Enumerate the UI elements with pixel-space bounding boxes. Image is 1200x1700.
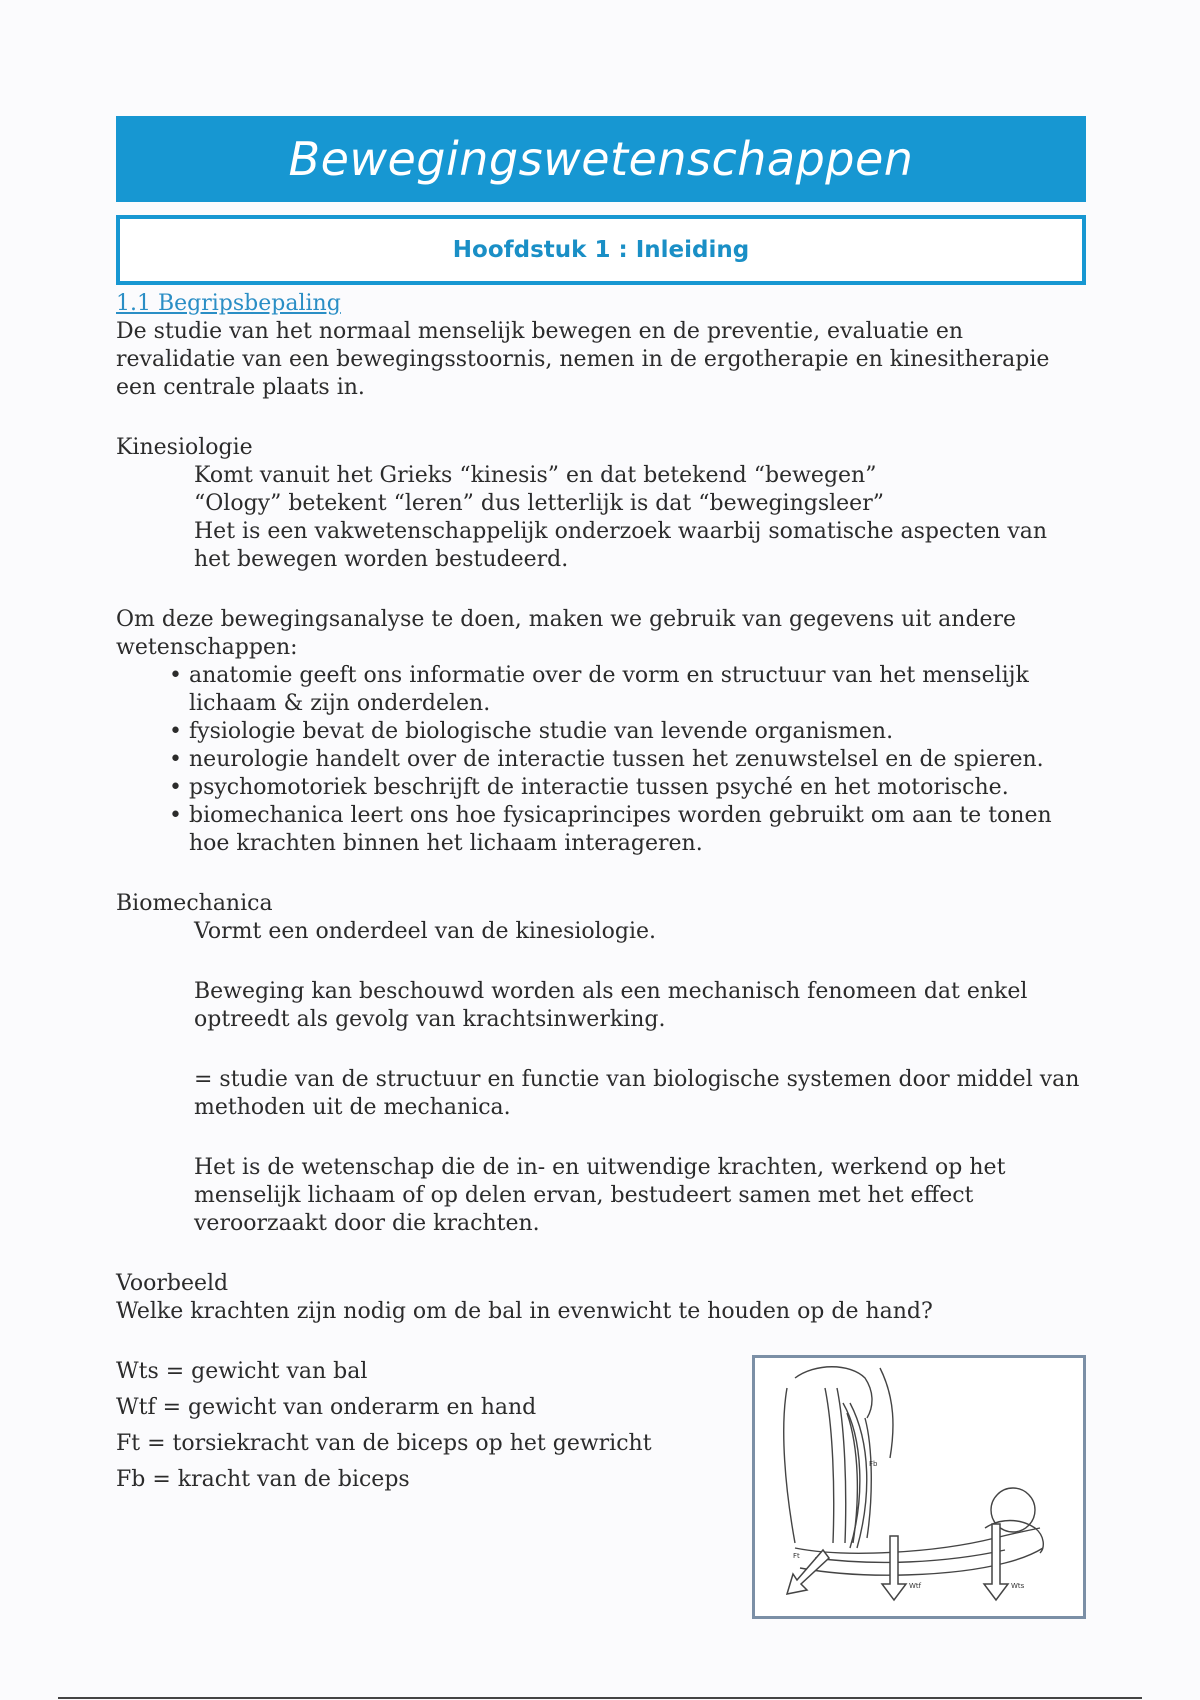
chapter-title: Hoofdstuk 1 : Inleiding <box>452 237 750 263</box>
document-title: Bewegingswetenschappen <box>288 132 914 186</box>
example-question: Welke krachten zijn nodig om de bal in evenwicht te houden op de hand? <box>116 1299 933 1324</box>
wts-label: Wts <box>1011 1582 1025 1590</box>
chest-line <box>880 1368 893 1458</box>
wtf-label: Wtf <box>909 1582 922 1590</box>
title-banner <box>116 116 1086 202</box>
definition-item: Fb = kracht van de biceps <box>116 1467 410 1492</box>
intro-paragraph: De studie van het normaal menselijk bewegen en de preventie, evaluatie en revalidatie van een bewegingsstoornis, nemen in de ergotherapie en kinesitherapie een centrale plaats in. <box>116 319 1050 400</box>
chapter-box <box>116 215 1086 285</box>
list-item: • psychomotoriek beschrijft de interactie tussen psyché en het motorische. <box>189 774 1086 802</box>
kinesiologie-line: Komt vanuit het Grieks “kinesis” en dat betekend “bewegen” <box>194 463 877 488</box>
shoulder-outline <box>795 1367 872 1418</box>
upper-arm-front <box>865 1418 871 1538</box>
definition-item: Wts = gewicht van bal <box>116 1359 368 1384</box>
kinesiologie-body <box>116 462 1086 574</box>
science-list <box>116 662 1086 858</box>
biomechanica-paragraph: Vormt een onderdeel van de kinesiologie. <box>194 919 657 944</box>
biomechanica-paragraph: = studie van de structuur en functie van biologische systemen door middel van methoden uit de mechanica. <box>194 1067 1080 1120</box>
definition-item: Ft = torsiekracht van de biceps op het gewricht <box>116 1431 652 1456</box>
definition-item: Wtf = gewicht van onderarm en hand <box>116 1395 537 1420</box>
biomechanica-paragraph: Het is de wetenschap die de in- en uitwendige krachten, werkend op het menselijk lichaam of op delen ervan, bestudeert samen met het effect veroorzaakt door die krachten. <box>194 1155 1006 1236</box>
ft-label: Ft <box>793 1552 800 1560</box>
kinesiologie-line: Het is een vakwetenschappelijk onderzoek waarbij somatische aspecten van het bewegen worden bestudeerd. <box>194 519 1048 572</box>
arrow-down-icon <box>882 1536 906 1600</box>
fb-label: Fb <box>869 1460 878 1468</box>
main-content <box>116 290 1086 1498</box>
upper-arm-back <box>784 1388 795 1543</box>
section-heading: 1.1 Begripsbepaling <box>116 291 341 316</box>
analysis-intro: Om deze bewegingsanalyse te doen, maken we gebruik van gegevens uit andere wetenschappen: <box>116 607 1017 660</box>
example-title: Voorbeeld <box>116 1271 229 1296</box>
arm-force-figure <box>752 1355 1086 1619</box>
list-item: • fysiologie bevat de biologische studie van levende organismen. <box>189 718 1086 746</box>
bottom-rule <box>58 1697 1142 1699</box>
biomechanica-title: Biomechanica <box>116 891 273 916</box>
biomechanica-body <box>116 918 1086 1238</box>
list-item: • anatomie geeft ons informatie over de vorm en structuur van het menselijk lichaam & zijn onderdelen. <box>189 662 1086 718</box>
arm-illustration <box>755 1358 1083 1616</box>
list-item: • biomechanica leert ons hoe fysicaprincipes worden gebruikt om aan te tonen hoe krachten binnen het lichaam interageren. <box>189 802 1086 858</box>
kinesiologie-line: “Ology” betekent “leren” dus letterlijk is dat “bewegingsleer” <box>194 491 884 516</box>
list-item: • neurologie handelt over de interactie tussen het zenuwstelsel en de spieren. <box>189 746 1086 774</box>
kinesiologie-title: Kinesiologie <box>116 435 253 460</box>
biomechanica-paragraph: Beweging kan beschouwd worden als een mechanisch fenomeen dat enkel optreedt als gevolg van krachtsinwerking. <box>194 979 1028 1032</box>
forearm-top <box>795 1528 1040 1553</box>
humerus-bone <box>825 1388 834 1543</box>
